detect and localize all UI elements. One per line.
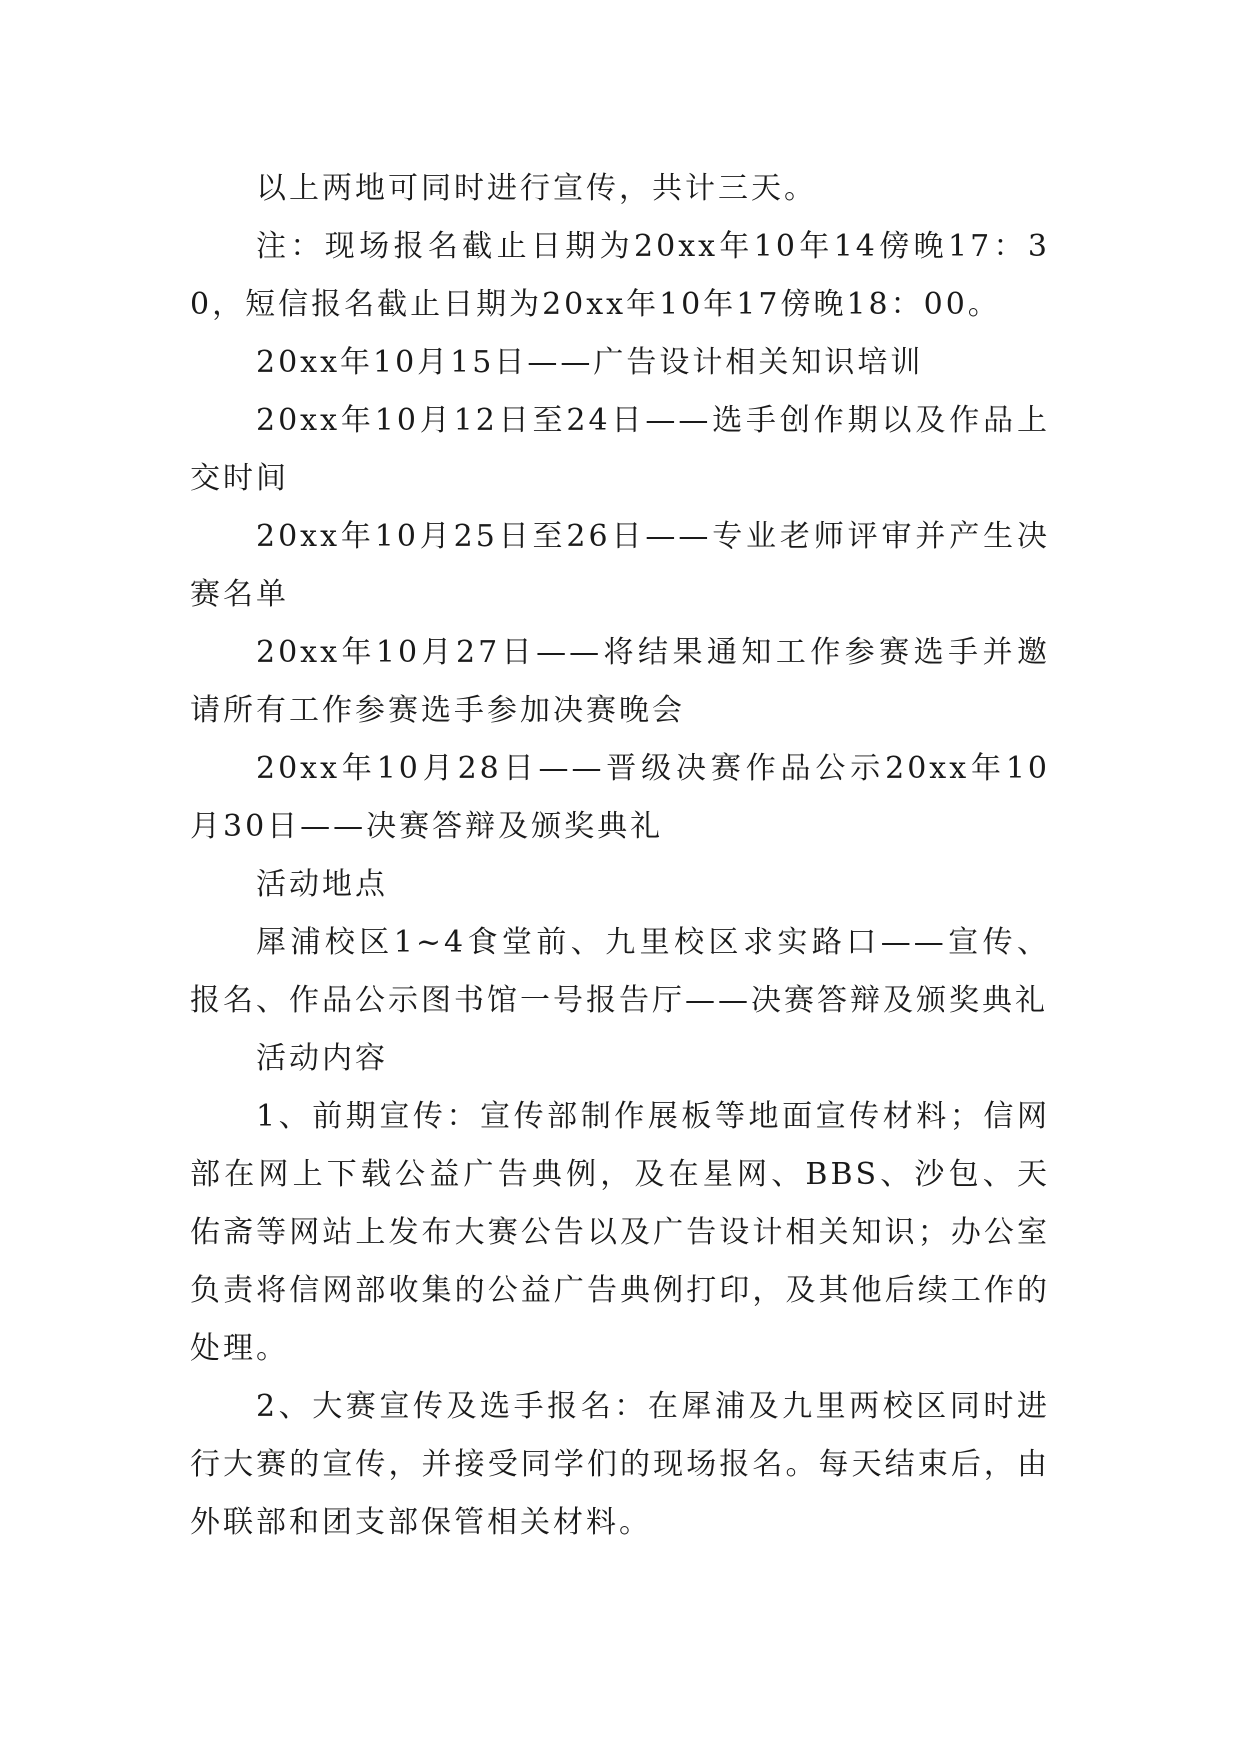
paragraph-schedule-notification: 20xx年10月27日——将结果通知工作参赛选手并邀请所有工作参赛选手参加决赛晚会 [190, 635, 1050, 728]
heading-activity-location: 活动地点 [256, 867, 388, 902]
paragraph-schedule-final: 20xx年10月28日——晋级决赛作品公示20xx年10月30日——决赛答辩及颁奖典礼 [190, 751, 1050, 844]
paragraph-schedule-review: 20xx年10月25日至26日——专业老师评审并产生决赛名单 [190, 519, 1050, 612]
paragraph-registration-deadline: 注：现场报名截止日期为20xx年10年14傍晚17：30，短信报名截止日期为20xx年10年17傍晚18：00。 [190, 229, 1050, 322]
paragraph-schedule-training: 20xx年10月15日——广告设计相关知识培训 [256, 345, 924, 380]
paragraph-schedule-creation: 20xx年10月12日至24日——选手创作期以及作品上交时间 [190, 403, 1050, 496]
heading-activity-content: 活动内容 [256, 1041, 388, 1076]
paragraph-content-early-publicity: 1、前期宣传：宣传部制作展板等地面宣传材料；信网部在网上下载公益广告典例，及在星网、BBS、沙包、天佑斋等网站上发布大赛公告以及广告设计相关知识；办公室负责将信网部收集的公益广告典例打印，及其他后续工作的处理。 [190, 1099, 1050, 1366]
paragraph-content-registration: 2、大赛宣传及选手报名：在犀浦及九里两校区同时进行大赛的宣传，并接受同学们的现场报名。每天结束后，由外联部和团支部保管相关材料。 [190, 1389, 1050, 1540]
paragraph-location-details: 犀浦校区1~4食堂前、九里校区求实路口——宣传、报名、作品公示图书馆一号报告厅——决赛答辩及颁奖典礼 [190, 925, 1050, 1018]
paragraph-publicity-duration: 以上两地可同时进行宣传，共计三天。 [256, 171, 817, 206]
document-body [190, 160, 1050, 1552]
